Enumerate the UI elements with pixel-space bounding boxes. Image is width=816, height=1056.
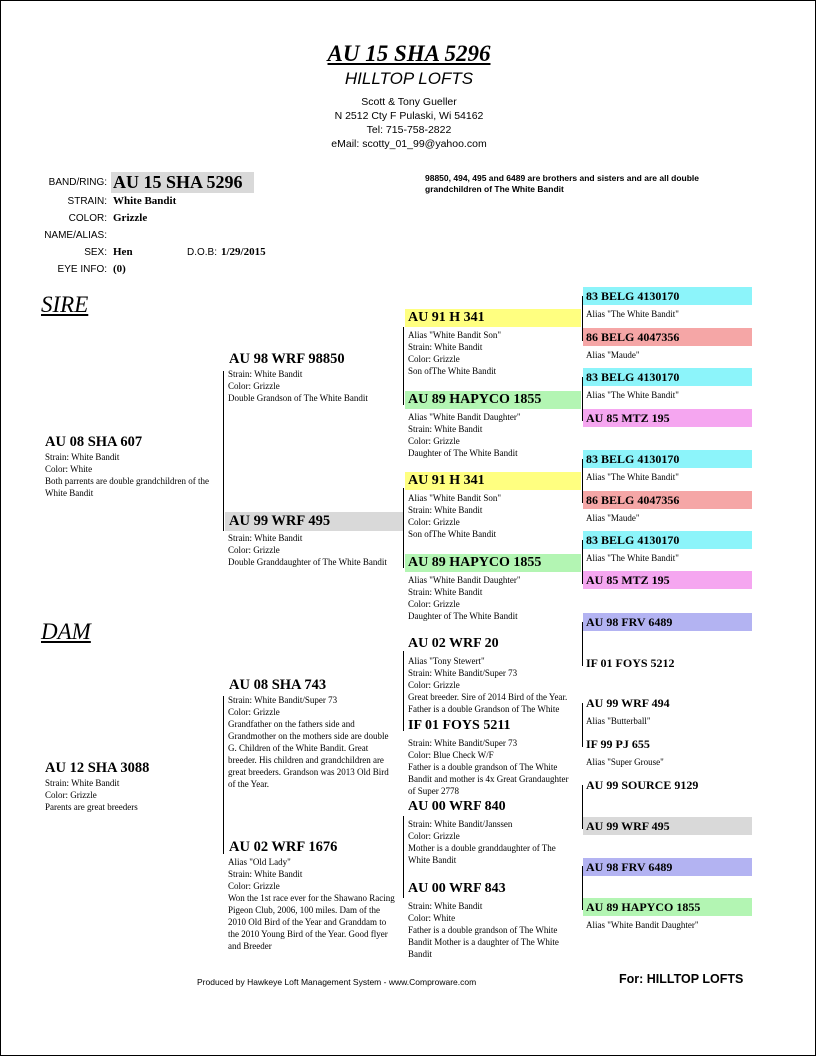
gen3-info: Son ofThe White Bandit: [408, 366, 497, 376]
page-title-band: AU 15 SHA 5296: [327, 41, 491, 66]
dam-sire-info: G. Children of the White Bandit. Great: [228, 743, 369, 753]
gen3-info: Father is a double grandson of The White: [408, 925, 558, 935]
gen3-band-2: AU 89 HAPYCO 1855: [405, 391, 581, 409]
gen3-band-8: AU 00 WRF 843: [408, 881, 506, 896]
gen3-info: Color: Grizzle: [408, 599, 460, 609]
gen4-band-9: AU 98 FRV 6489: [583, 613, 752, 631]
sire-band: AU 08 SHA 607: [45, 434, 143, 450]
gen3-info: Strain: White Bandit: [408, 901, 483, 911]
gen4-card-16[interactable]: [583, 898, 752, 931]
gen3-band-7: AU 00 WRF 840: [408, 799, 506, 814]
gen3-info: Color: Grizzle: [408, 680, 460, 690]
sire-info-4: White Bandit: [45, 488, 94, 498]
gen3-info: Strain: White Bandit: [408, 424, 483, 434]
gen3-card-5[interactable]: [405, 635, 581, 715]
connector-line: [403, 327, 404, 405]
gen3-info: Alias "White Bandit Daughter": [408, 412, 521, 422]
gen4-band-6: 86 BELG 4047356: [583, 491, 752, 509]
gen4-band-8: AU 85 MTZ 195: [583, 571, 752, 589]
gen3-card-4[interactable]: [405, 554, 581, 622]
gen3-info: Color: Grizzle: [408, 517, 460, 527]
sire-info-2: Color: White: [45, 464, 93, 474]
gen4-card-8[interactable]: [583, 571, 752, 589]
dam-sire-info: Strain: White Bandit/Super 73: [228, 695, 338, 705]
gen3-info: Strain: White Bandit: [408, 342, 483, 352]
dob-label: D.O.B:: [187, 247, 218, 258]
gen3-card-3[interactable]: [405, 472, 581, 540]
gen3-band-6: IF 01 FOYS 5211: [408, 718, 511, 733]
owner-address: N 2512 Cty F Pulaski, Wi 54162: [334, 110, 484, 122]
dam-dam-info: the 2010 Young Bird of the Year. Good flyer: [228, 929, 388, 939]
gen3-info: Color: Grizzle: [408, 831, 460, 841]
gen4-card-2[interactable]: [583, 328, 752, 361]
gen4-alias-1: Alias "The White Bandit": [586, 309, 679, 319]
dam-band: AU 12 SHA 3088: [45, 760, 150, 776]
gen3-band-1: AU 91 H 341: [405, 309, 581, 327]
gen4-band-3: 83 BELG 4130170: [583, 368, 752, 386]
gen3-info: Alias "Tony Stewert": [408, 656, 485, 666]
gen3-info: Strain: White Bandit/Janssen: [408, 819, 513, 829]
gen3-info: Alias "White Bandit Son": [408, 493, 502, 503]
gen4-card-3[interactable]: [583, 368, 752, 401]
sire-sire-info: Strain: White Bandit: [228, 369, 303, 379]
dam-info-2: Color: Grizzle: [45, 790, 97, 800]
gen3-info: Father is a double Grandson of The White: [408, 704, 560, 714]
color-label: COLOR:: [68, 213, 107, 224]
gen3-info: Strain: White Bandit: [408, 587, 483, 597]
gen3-info: Great breeder. Sire of 2014 Bird of the Year.: [408, 692, 568, 702]
loft-name: HILLTOP LOFTS: [344, 69, 474, 88]
gen4-band-7: 83 BELG 4130170: [583, 531, 752, 549]
gen4-band-1: 83 BELG 4130170: [583, 287, 752, 305]
gen4-band-13: AU 99 SOURCE 9129: [586, 778, 699, 792]
gen4-band-11: AU 99 WRF 494: [586, 696, 670, 710]
gen3-band-4: AU 89 HAPYCO 1855: [405, 554, 581, 572]
gen4-alias-3: Alias "The White Bandit": [586, 390, 679, 400]
name-alias-label: NAME/ALIAS:: [44, 230, 107, 241]
connector-line: [223, 371, 224, 531]
sex-value: Hen: [113, 246, 133, 258]
gen4-alias-2: Alias "Maude": [586, 350, 640, 360]
connector-line: [403, 651, 404, 731]
sire-dam-info: Strain: White Bandit: [228, 533, 303, 543]
sire-heading: SIRE: [41, 292, 89, 317]
gen4-card-6[interactable]: [583, 491, 752, 524]
dam-dam-info: Color: Grizzle: [228, 881, 280, 891]
sire-dam-band: AU 99 WRF 495: [225, 512, 403, 531]
gen4-card-11[interactable]: [583, 694, 752, 727]
gen4-alias-7: Alias "The White Bandit": [586, 553, 679, 563]
dam-dam-info: and Breeder: [228, 941, 272, 951]
gen4-card-14[interactable]: [583, 817, 752, 835]
gen3-info: Alias "White Bandit Daughter": [408, 575, 521, 585]
gen3-card-6[interactable]: [405, 717, 581, 797]
gen3-card-1[interactable]: [405, 309, 581, 377]
band-label: BAND/RING:: [48, 177, 107, 188]
gen3-info: Color: Grizzle: [408, 354, 460, 364]
gen4-card-9[interactable]: [583, 613, 752, 631]
gen3-info: Mother is a double granddaughter of The: [408, 843, 556, 853]
gen3-info: Color: Blue Check W/F: [408, 750, 494, 760]
dam-info-3: Parents are great breeders: [45, 802, 138, 812]
sire-sire-card[interactable]: [225, 351, 403, 404]
dam-sire-info: breeder. His children and grandchildren are: [228, 755, 384, 765]
gen3-info: Strain: White Bandit/Super 73: [408, 668, 518, 678]
gen4-band-14: AU 99 WRF 495: [583, 817, 752, 835]
gen4-card-12[interactable]: [583, 735, 752, 768]
gen4-alias-12: Alias "Super Grouse": [586, 757, 664, 767]
for-loft-label: For: HILLTOP LOFTS: [619, 972, 744, 986]
gen3-band-3: AU 91 H 341: [405, 472, 581, 490]
gen4-alias-5: Alias "The White Bandit": [586, 472, 679, 482]
dam-dam-card[interactable]: [225, 839, 403, 952]
strain-value: White Bandit: [113, 195, 177, 207]
gen3-card-2[interactable]: [405, 391, 581, 459]
gen4-alias-11: Alias "Butterball": [586, 716, 651, 726]
gen3-band-5: AU 02 WRF 20: [408, 636, 499, 651]
gen3-info: Daughter of The White Bandit: [408, 448, 518, 458]
dam-sire-info: Color: Grizzle: [228, 707, 280, 717]
dam-dam-band: AU 02 WRF 1676: [229, 839, 338, 855]
sire-dam-info: Double Granddaughter of The White Bandit: [228, 557, 387, 567]
dam-sire-band: AU 08 SHA 743: [229, 677, 327, 693]
gen3-info: of Super 2778: [408, 786, 459, 796]
connector-line: [223, 696, 224, 854]
gen3-card-7[interactable]: [405, 798, 581, 866]
gen4-band-12: IF 99 PJ 655: [586, 737, 650, 751]
dam-sire-info: Grandmother on the mothers side are double: [228, 731, 389, 741]
gen4-band-10: IF 01 FOYS 5212: [586, 656, 675, 670]
owner-name: Scott & Tony Gueller: [361, 96, 457, 108]
dam-sire-info: Grandfather on the fathers side and: [228, 719, 355, 729]
color-value: Grizzle: [113, 212, 148, 224]
gen3-info: Strain: White Bandit/Super 73: [408, 738, 518, 748]
gen3-info: Father is a double grandson of The White: [408, 762, 558, 772]
dam-sire-info: great breeders. Grandson was 2013 Old Bird: [228, 767, 389, 777]
dam-heading: DAM: [41, 619, 91, 644]
gen4-card-4[interactable]: [583, 409, 752, 427]
connector-line: [403, 488, 404, 568]
gen3-info: White Bandit: [408, 855, 457, 865]
eye-info-value: (0): [113, 263, 126, 275]
sex-label: SEX:: [84, 247, 107, 258]
gen4-band-16: AU 89 HAPYCO 1855: [583, 898, 752, 916]
gen3-info: Bandit and mother is 4x Great Grandaughter: [408, 774, 569, 784]
gen4-card-13[interactable]: [583, 776, 752, 794]
gen4-card-10[interactable]: [583, 654, 752, 672]
sire-dam-info: Color: Grizzle: [228, 545, 280, 555]
gen3-info: Son ofThe White Bandit: [408, 529, 497, 539]
bird-note: 98850, 494, 495 and 6489 are brothers and sisters and are all double grandchildren of The White Bandit: [425, 173, 700, 194]
dam-dam-info: 2010 Old Bird of the Year and Granddam to: [228, 917, 387, 927]
gen4-alias-6: Alias "Maude": [586, 513, 640, 523]
sire-info-3: Both parrents are double grandchildren of the: [45, 476, 209, 486]
sire-dam-card[interactable]: [225, 512, 403, 568]
gen3-info: Strain: White Bandit: [408, 505, 483, 515]
gen3-info: Daughter of The White Bandit: [408, 611, 518, 621]
gen3-info: Color: Grizzle: [408, 436, 460, 446]
gen4-band-4: AU 85 MTZ 195: [583, 409, 752, 427]
dam-dam-info: Alias "Old Lady": [228, 857, 291, 867]
gen3-info: Bandit Mother is a daughter of The White: [408, 937, 559, 947]
connector-line: [403, 816, 404, 898]
owner-email[interactable]: eMail: scotty_01_99@yahoo.com: [331, 138, 487, 150]
dob-value: 1/29/2015: [221, 246, 266, 258]
gen4-band-2: 86 BELG 4047356: [583, 328, 752, 346]
gen3-card-8[interactable]: [405, 880, 581, 960]
owner-phone: Tel: 715-758-2822: [366, 124, 452, 136]
gen4-band-5: 83 BELG 4130170: [583, 450, 752, 468]
sire-sire-band: AU 98 WRF 98850: [229, 351, 345, 367]
dam-sire-card[interactable]: [225, 677, 403, 790]
produced-by-footer: Produced by Hawkeye Loft Management System - www.Comproware.com: [197, 977, 477, 987]
gen4-band-15: AU 98 FRV 6489: [583, 858, 752, 876]
gen3-info: Bandit: [408, 949, 432, 959]
sire-info-1: Strain: White Bandit: [45, 452, 120, 462]
dam-info-1: Strain: White Bandit: [45, 778, 120, 788]
gen3-info: Alias "White Bandit Son": [408, 330, 502, 340]
gen4-card-5[interactable]: [583, 450, 752, 483]
gen4-card-1[interactable]: [583, 287, 752, 320]
dam-sire-info: of the Year.: [228, 779, 269, 789]
dam-dam-info: Pigeon Club, 2006, 100 miles. Dam of the: [228, 905, 380, 915]
gen3-info: Color: White: [408, 913, 456, 923]
gen4-card-7[interactable]: [583, 531, 752, 564]
gen4-alias-16: Alias "White Bandit Daughter": [586, 920, 699, 930]
sire-sire-info: Color: Grizzle: [228, 381, 280, 391]
dam-dam-info: Won the 1st race ever for the Shawano Racing: [228, 893, 395, 903]
dam-card[interactable]: [45, 760, 225, 813]
sire-sire-info: Double Grandson of The White Bandit: [228, 393, 368, 403]
eye-info-label: EYE INFO:: [57, 264, 107, 275]
gen4-card-15[interactable]: [583, 858, 752, 876]
strain-label: STRAIN:: [67, 196, 107, 207]
dam-dam-info: Strain: White Bandit: [228, 869, 303, 879]
band-value: AU 15 SHA 5296: [111, 172, 254, 193]
sire-card[interactable]: [45, 434, 225, 499]
